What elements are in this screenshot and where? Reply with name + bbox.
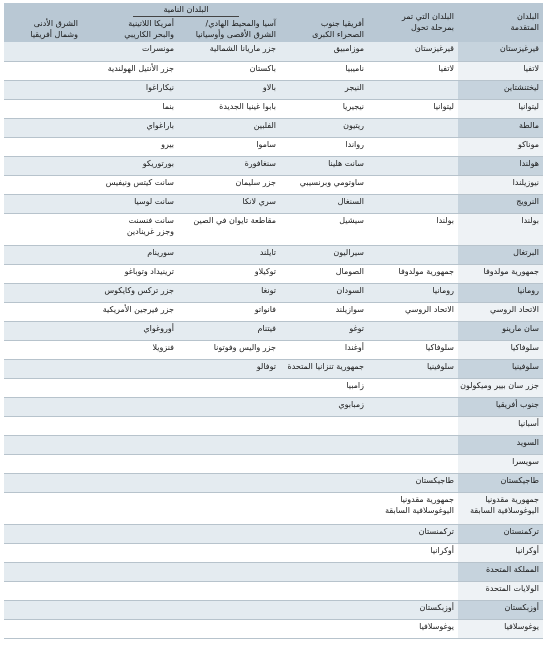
developed-cell: أسبانيا bbox=[458, 416, 543, 435]
mena-cell bbox=[4, 397, 82, 416]
table-row bbox=[4, 321, 543, 340]
asia-cell: توكيلاو bbox=[178, 264, 280, 283]
table-row bbox=[4, 283, 543, 302]
ssa-cell: النيجر bbox=[280, 80, 368, 99]
developed-cell: قيرغيزستان bbox=[458, 42, 543, 61]
ssa-cell bbox=[280, 473, 368, 492]
latam-cell bbox=[82, 524, 178, 543]
mena-cell bbox=[4, 213, 82, 245]
transition-cell bbox=[368, 156, 458, 175]
latam-cell bbox=[82, 359, 178, 378]
ssa-cell: رواندا bbox=[280, 137, 368, 156]
latam-cell: سورينام bbox=[82, 245, 178, 264]
table-row bbox=[4, 156, 543, 175]
mena-cell bbox=[4, 137, 82, 156]
header-sub-saharan-africa: أفريقيا جنوب الصحراء الكبرى bbox=[280, 17, 368, 42]
latam-cell: باراغواي bbox=[82, 118, 178, 137]
latam-cell: بورتوريكو bbox=[82, 156, 178, 175]
table-row bbox=[4, 99, 543, 118]
developed-cell: الاتحاد الروسي bbox=[458, 302, 543, 321]
mena-cell bbox=[4, 454, 82, 473]
latam-cell bbox=[82, 543, 178, 562]
mena-cell bbox=[4, 118, 82, 137]
asia-cell bbox=[178, 492, 280, 524]
developed-cell: سلوفينيا bbox=[458, 359, 543, 378]
ssa-cell: نيجيريا bbox=[280, 99, 368, 118]
mena-cell bbox=[4, 302, 82, 321]
developed-cell: تركمنستان bbox=[458, 524, 543, 543]
ssa-cell bbox=[280, 600, 368, 619]
cell-text-line: جمهورية مقدونيا bbox=[485, 494, 539, 504]
table-row bbox=[4, 42, 543, 61]
developed-cell: هولندا bbox=[458, 156, 543, 175]
developed-cell: جنوب أفريقيا bbox=[458, 397, 543, 416]
latam-cell bbox=[82, 600, 178, 619]
developed-cell: ليتوانيا bbox=[458, 99, 543, 118]
asia-cell bbox=[178, 378, 280, 397]
table-row bbox=[4, 245, 543, 264]
transition-cell bbox=[368, 378, 458, 397]
asia-cell bbox=[178, 562, 280, 581]
table-row bbox=[4, 80, 543, 99]
table-body bbox=[4, 42, 543, 638]
table-header bbox=[4, 3, 543, 42]
latam-cell: نيكاراغوا bbox=[82, 80, 178, 99]
transition-cell: تركمنستان bbox=[368, 524, 458, 543]
cell-text-line: جمهورية مقدونيا bbox=[400, 494, 454, 504]
transition-cell bbox=[368, 175, 458, 194]
transition-cell: طاجيكستان bbox=[368, 473, 458, 492]
mena-cell bbox=[4, 619, 82, 638]
mena-cell bbox=[4, 416, 82, 435]
header-developed: البلدان المتقدمة bbox=[458, 3, 543, 42]
mena-cell bbox=[4, 194, 82, 213]
asia-cell: بالاو bbox=[178, 80, 280, 99]
header-latin-america: أمريكا اللاتينية والبحر الكاريبي bbox=[82, 17, 178, 42]
latam-cell bbox=[82, 435, 178, 454]
latam-cell: سانت لوسيا bbox=[82, 194, 178, 213]
header-asia-pacific: آسيا والمحيط الهادي/ الشرق الأقصى وأوسيانيا bbox=[178, 17, 280, 42]
asia-cell bbox=[178, 600, 280, 619]
ssa-cell: سانت هلينا bbox=[280, 156, 368, 175]
asia-cell bbox=[178, 543, 280, 562]
table-row bbox=[4, 492, 543, 524]
table-row bbox=[4, 581, 543, 600]
latam-cell: جزر فيرجين الأمريكية bbox=[82, 302, 178, 321]
ssa-cell: السنغال bbox=[280, 194, 368, 213]
transition-cell: سلوفينيا bbox=[368, 359, 458, 378]
latam-cell: بيرو bbox=[82, 137, 178, 156]
latam-cell: جزر الأنتيل الهولندية bbox=[82, 61, 178, 80]
mena-cell bbox=[4, 99, 82, 118]
table-row bbox=[4, 359, 543, 378]
transition-cell: يوغوسلافيا bbox=[368, 619, 458, 638]
table-row bbox=[4, 435, 543, 454]
transition-cell: سلوفاكيا bbox=[368, 340, 458, 359]
latam-cell bbox=[82, 492, 178, 524]
asia-cell: ساموا bbox=[178, 137, 280, 156]
asia-cell: الفلبين bbox=[178, 118, 280, 137]
ssa-cell: سوازيلند bbox=[280, 302, 368, 321]
asia-cell: باكستان bbox=[178, 61, 280, 80]
mena-cell bbox=[4, 600, 82, 619]
latam-cell bbox=[82, 454, 178, 473]
table-row bbox=[4, 118, 543, 137]
mena-cell bbox=[4, 492, 82, 524]
ssa-cell: زمبابوي bbox=[280, 397, 368, 416]
transition-cell bbox=[368, 416, 458, 435]
developed-cell: أوزبكستان bbox=[458, 600, 543, 619]
cell-text-line: سانت فنسنت bbox=[128, 215, 174, 225]
asia-cell: تايلند bbox=[178, 245, 280, 264]
transition-cell bbox=[368, 435, 458, 454]
asia-cell bbox=[178, 454, 280, 473]
mena-cell bbox=[4, 359, 82, 378]
ssa-cell bbox=[280, 581, 368, 600]
developed-cell: المملكة المتحدة bbox=[458, 562, 543, 581]
latam-cell: مونسرات bbox=[82, 42, 178, 61]
mena-cell bbox=[4, 80, 82, 99]
table-row bbox=[4, 562, 543, 581]
transition-cell bbox=[368, 321, 458, 340]
mena-cell bbox=[4, 283, 82, 302]
asia-cell: سري لانكا bbox=[178, 194, 280, 213]
table-row bbox=[4, 213, 543, 245]
ssa-cell: سيشيل bbox=[280, 213, 368, 245]
asia-cell bbox=[178, 524, 280, 543]
table-row bbox=[4, 340, 543, 359]
ssa-cell: ريتيون bbox=[280, 118, 368, 137]
table-row bbox=[4, 454, 543, 473]
asia-cell bbox=[178, 473, 280, 492]
developed-cell: ليختنشتاين bbox=[458, 80, 543, 99]
transition-cell bbox=[368, 137, 458, 156]
developed-cell: البرتغال bbox=[458, 245, 543, 264]
transition-cell bbox=[368, 118, 458, 137]
asia-cell: تونغا bbox=[178, 283, 280, 302]
table-row bbox=[4, 473, 543, 492]
asia-cell bbox=[178, 416, 280, 435]
transition-cell bbox=[368, 80, 458, 99]
ssa-cell: أوغندا bbox=[280, 340, 368, 359]
mena-cell bbox=[4, 264, 82, 283]
transition-cell: رومانيا bbox=[368, 283, 458, 302]
mena-cell bbox=[4, 378, 82, 397]
asia-cell: مقاطعة تايوان في الصين bbox=[178, 213, 280, 245]
transition-cell bbox=[368, 397, 458, 416]
developed-cell: أوكرانيا bbox=[458, 543, 543, 562]
transition-cell: لاتفيا bbox=[368, 61, 458, 80]
ssa-cell bbox=[280, 454, 368, 473]
table-row bbox=[4, 302, 543, 321]
developed-cell: طاجيكستان bbox=[458, 473, 543, 492]
asia-cell bbox=[178, 581, 280, 600]
developed-cell: موناكو bbox=[458, 137, 543, 156]
latam-cell: سانت كيتس ونيفيس bbox=[82, 175, 178, 194]
transition-cell bbox=[368, 581, 458, 600]
mena-cell bbox=[4, 175, 82, 194]
asia-cell: جزر سليمان bbox=[178, 175, 280, 194]
ssa-cell bbox=[280, 435, 368, 454]
mena-cell bbox=[4, 61, 82, 80]
developed-cell: النرويج bbox=[458, 194, 543, 213]
developed-cell: جزر سان بيير وميكولون bbox=[458, 378, 543, 397]
latam-cell: ترينيداد وتوباغو bbox=[82, 264, 178, 283]
ssa-cell: السودان bbox=[280, 283, 368, 302]
mena-cell bbox=[4, 562, 82, 581]
ssa-cell bbox=[280, 524, 368, 543]
ssa-cell: جمهورية تنزانيا المتحدة bbox=[280, 359, 368, 378]
table-row bbox=[4, 175, 543, 194]
mena-cell bbox=[4, 581, 82, 600]
ssa-cell: ناميبيا bbox=[280, 61, 368, 80]
mena-cell bbox=[4, 543, 82, 562]
ssa-cell bbox=[280, 562, 368, 581]
ssa-cell: موزامبيق bbox=[280, 42, 368, 61]
table-row bbox=[4, 378, 543, 397]
transition-cell bbox=[368, 454, 458, 473]
transition-cell bbox=[368, 562, 458, 581]
table-row bbox=[4, 397, 543, 416]
ssa-cell: ساوتومي وبرنسيبي bbox=[280, 175, 368, 194]
mena-cell bbox=[4, 524, 82, 543]
developed-cell: نيوزيلندا bbox=[458, 175, 543, 194]
table-row bbox=[4, 543, 543, 562]
developed-cell: بولندا bbox=[458, 213, 543, 245]
asia-cell bbox=[178, 619, 280, 638]
latam-cell: فنزويلا bbox=[82, 340, 178, 359]
table-row bbox=[4, 524, 543, 543]
transition-cell: الاتحاد الروسي bbox=[368, 302, 458, 321]
latam-cell bbox=[82, 378, 178, 397]
developed-cell: سان مارينو bbox=[458, 321, 543, 340]
asia-cell: سنغافورة bbox=[178, 156, 280, 175]
developed-cell: سلوفاكيا bbox=[458, 340, 543, 359]
asia-cell: جزر ماريانا الشمالية bbox=[178, 42, 280, 61]
mena-cell bbox=[4, 156, 82, 175]
table-row bbox=[4, 137, 543, 156]
table-row bbox=[4, 416, 543, 435]
transition-cell: بولندا bbox=[368, 213, 458, 245]
developed-cell: جمهورية مولدوفا bbox=[458, 264, 543, 283]
asia-cell: جزر واليس وفوتونا bbox=[178, 340, 280, 359]
asia-cell: بابوا غينيا الجديدة bbox=[178, 99, 280, 118]
cell-text-line: اليوغوسلافية السابقة bbox=[470, 505, 539, 515]
latam-cell bbox=[82, 581, 178, 600]
transition-cell bbox=[368, 194, 458, 213]
asia-cell bbox=[178, 435, 280, 454]
latam-cell: أوروغواي bbox=[82, 321, 178, 340]
transition-cell: جمهورية مولدوفا bbox=[368, 264, 458, 283]
ssa-cell: سيراليون bbox=[280, 245, 368, 264]
developed-cell: سويسرا bbox=[458, 454, 543, 473]
asia-cell: فيتنام bbox=[178, 321, 280, 340]
ssa-cell bbox=[280, 416, 368, 435]
developed-cell: لاتفيا bbox=[458, 61, 543, 80]
table-row bbox=[4, 264, 543, 283]
ssa-cell: توغو bbox=[280, 321, 368, 340]
mena-cell bbox=[4, 321, 82, 340]
transition-cell: أوكرانيا bbox=[368, 543, 458, 562]
transition-cell bbox=[368, 245, 458, 264]
latam-cell: بنما bbox=[82, 99, 178, 118]
developed-cell: الولايات المتحدة bbox=[458, 581, 543, 600]
latam-cell bbox=[82, 213, 178, 245]
header-transition: البلدان التي تمر بمرحلة تحول bbox=[368, 3, 458, 42]
table-row bbox=[4, 619, 543, 638]
developed-cell: يوغوسلافيا bbox=[458, 619, 543, 638]
transition-cell: ليتوانيا bbox=[368, 99, 458, 118]
latam-cell bbox=[82, 473, 178, 492]
mena-cell bbox=[4, 42, 82, 61]
mena-cell bbox=[4, 245, 82, 264]
table-row bbox=[4, 600, 543, 619]
ssa-cell bbox=[280, 619, 368, 638]
ssa-cell: زامبيا bbox=[280, 378, 368, 397]
header-developing-group: البلدان النامية bbox=[4, 3, 368, 17]
mena-cell bbox=[4, 340, 82, 359]
latam-cell: جزر تركس وكايكوس bbox=[82, 283, 178, 302]
cell-text-line: وجزر غرينادين bbox=[126, 226, 174, 236]
latam-cell bbox=[82, 416, 178, 435]
latam-cell bbox=[82, 562, 178, 581]
transition-cell: أوزبكستان bbox=[368, 600, 458, 619]
transition-cell bbox=[368, 492, 458, 524]
table-row bbox=[4, 61, 543, 80]
asia-cell bbox=[178, 397, 280, 416]
ssa-cell bbox=[280, 492, 368, 524]
ssa-cell bbox=[280, 543, 368, 562]
ssa-cell: الصومال bbox=[280, 264, 368, 283]
developed-cell: مالطة bbox=[458, 118, 543, 137]
country-classification-table bbox=[4, 3, 543, 639]
transition-cell: قيرغيزستان bbox=[368, 42, 458, 61]
mena-cell bbox=[4, 473, 82, 492]
developed-cell bbox=[458, 492, 543, 524]
cell-text-line: اليوغوسلافية السابقة bbox=[385, 505, 454, 515]
developed-cell: السويد bbox=[458, 435, 543, 454]
header-near-east-north-africa: الشرق الأدنى وشمال أفريقيا bbox=[4, 17, 82, 42]
developed-cell: رومانيا bbox=[458, 283, 543, 302]
mena-cell bbox=[4, 435, 82, 454]
asia-cell: فانواتو bbox=[178, 302, 280, 321]
asia-cell: توفالو bbox=[178, 359, 280, 378]
table-row bbox=[4, 194, 543, 213]
latam-cell bbox=[82, 619, 178, 638]
latam-cell bbox=[82, 397, 178, 416]
